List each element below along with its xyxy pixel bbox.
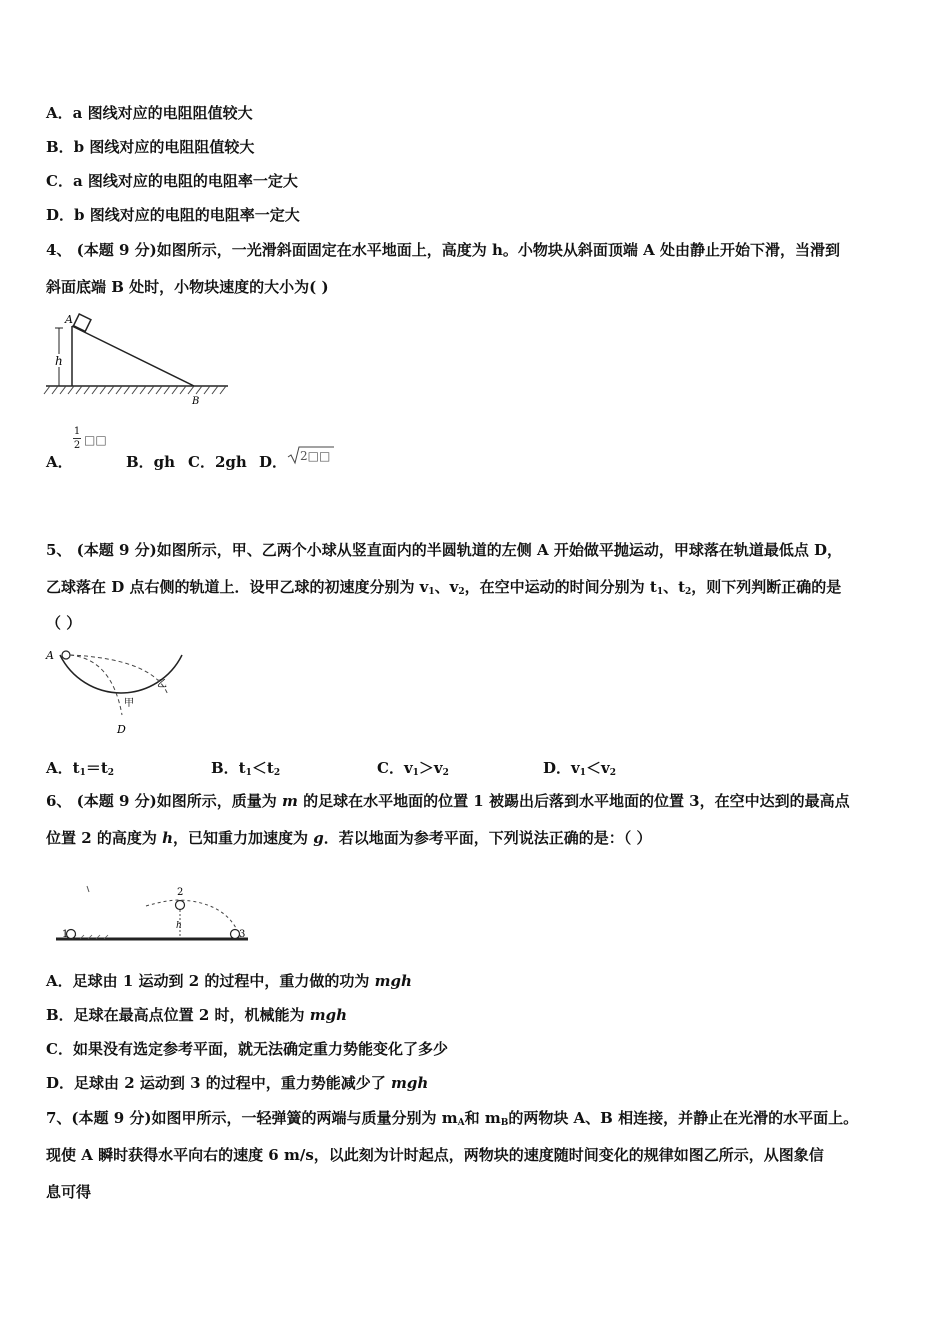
q6-opt-math: mgh bbox=[309, 1006, 348, 1024]
q7-text: 7、(本题 9 分)如图甲所示，一轻弹簧的两端与质量分别为 m bbox=[46, 1109, 458, 1127]
q6-fig-label-3: 3 bbox=[239, 929, 246, 940]
q5-opt-text: D．v bbox=[543, 759, 580, 777]
q5-sub: 2 bbox=[273, 768, 281, 778]
q5-sub: 2 bbox=[458, 587, 465, 597]
q5-opt-text: A．t bbox=[46, 759, 80, 777]
q6-option-d bbox=[46, 1073, 428, 1093]
q4-frac-bar bbox=[73, 438, 81, 439]
q4-option-c: C．2gh bbox=[188, 453, 247, 471]
q6-text: ．若以地面为参考平面，下列说法正确的是：（ ） bbox=[323, 829, 652, 847]
q4-fig-label-h: h bbox=[55, 354, 63, 368]
q6-opt-math: mgh bbox=[374, 972, 412, 990]
q5-l2-a: 乙球落在 D 点右侧的轨道上．设甲乙球的初速度分别为 v bbox=[46, 578, 429, 596]
q5-sub: 1 bbox=[428, 587, 435, 597]
q7-sub-a: A bbox=[457, 1118, 465, 1128]
q4-option-d-label: D． bbox=[259, 453, 288, 471]
q6-fig-label-h: h bbox=[176, 921, 182, 931]
q4-frac-den: 2 bbox=[73, 440, 81, 451]
q5-opt-text: ＞v bbox=[418, 759, 443, 777]
q5-sub: 2 bbox=[442, 768, 449, 778]
q5-l2-d: 、t bbox=[663, 578, 686, 596]
q4-option-a-label: A． bbox=[46, 453, 73, 471]
q7-sub-b: B bbox=[500, 1118, 509, 1128]
q5-l2-b: 、v bbox=[434, 578, 459, 596]
q5-opt-text: ＜v bbox=[586, 759, 610, 777]
q5-fig-label-jia: 甲 bbox=[124, 698, 134, 709]
q5-sub: 1 bbox=[79, 768, 86, 778]
q4-option-a-tail: □□ bbox=[84, 433, 107, 447]
q5-l2-e: ，则下列判断正确的是 bbox=[691, 578, 842, 596]
q5-option-d bbox=[543, 758, 616, 783]
q5-opt-text: B．t bbox=[211, 759, 246, 777]
q6-fig-label-1: 1 bbox=[62, 929, 69, 940]
q5-stem-line3: （ ） bbox=[46, 614, 82, 632]
q6-math-m: m bbox=[281, 792, 298, 810]
q5-stem-line2 bbox=[46, 577, 841, 602]
q5-sub: 1 bbox=[245, 768, 252, 778]
q6-opt-text: B．足球在最高点位置 2 时，机械能为 bbox=[46, 1006, 310, 1024]
q5-option-b bbox=[211, 758, 280, 783]
q3-option-c: C．a 图线对应的电阻的电阻率一定大 bbox=[46, 172, 298, 190]
q6-option-b bbox=[46, 1005, 347, 1025]
q4-fig-label-b: B bbox=[192, 396, 200, 407]
q6-opt-text: D．足球由 2 运动到 3 的过程中，重力势能减少了 bbox=[46, 1074, 391, 1092]
q6-text: ，已知重力加速度为 bbox=[173, 829, 314, 847]
q4-incline-figure bbox=[44, 312, 234, 407]
q3-option-b: B．b 图线对应的电阻阻值较大 bbox=[46, 138, 255, 156]
q6-opt-text: A．足球由 1 运动到 2 的过程中，重力做的功为 bbox=[46, 972, 375, 990]
q6-math-h: h bbox=[162, 829, 174, 847]
q4-option-a-fraction bbox=[73, 426, 81, 451]
q7-stem-line1 bbox=[46, 1108, 858, 1133]
q5-opt-text: ＝t bbox=[85, 759, 108, 777]
q7-stem-line3: 息可得 bbox=[46, 1183, 92, 1201]
q6-football-figure bbox=[56, 884, 256, 946]
q4-fig-label-a: A bbox=[65, 313, 73, 326]
q5-opt-text: C．v bbox=[377, 759, 413, 777]
q5-fig-label-yi: 乙 bbox=[157, 679, 167, 690]
q5-fig-label-d: D bbox=[117, 723, 126, 736]
q3-option-d: D．b 图线对应的电阻的电阻率一定大 bbox=[46, 206, 300, 224]
q6-option-a bbox=[46, 971, 412, 991]
q6-math-g: g bbox=[313, 829, 324, 847]
q5-sub: 1 bbox=[579, 768, 586, 778]
q7-stem-line2: 现使 A 瞬时获得水平向右的速度 6 m/s，以此刻为计时起点，两物块的速度随时间变化的规律如图乙所示，从图象信 bbox=[46, 1146, 824, 1164]
q6-fig-label-2: 2 bbox=[177, 887, 184, 898]
q6-stem-line2 bbox=[46, 828, 651, 848]
q4-frac-num: 1 bbox=[73, 426, 81, 437]
q5-sub: 2 bbox=[609, 768, 616, 778]
q5-semicircle-figure bbox=[44, 645, 189, 740]
q5-sub: 1 bbox=[656, 587, 664, 597]
q4-option-b: B．gh bbox=[126, 453, 176, 471]
q4-stem-line1: 4、 (本题 9 分)如图所示，一光滑斜面固定在水平地面上，高度为 h。小物块从斜面顶端 A 处由静止开始下滑，当滑到 bbox=[46, 241, 840, 259]
q5-stem-line1: 5、 (本题 9 分)如图所示，甲、乙两个小球从竖直面内的半圆轨道的左侧 A 开始做平抛运动，甲球落在轨道最低点 D， bbox=[46, 541, 843, 559]
q6-text: 的足球在水平地面的位置 1 被踢出后落到水平地面的位置 3，在空中达到的最高点 bbox=[297, 792, 850, 810]
q4-option-d-radicand: 2□□ bbox=[300, 449, 331, 463]
q6-text: 6、 (本题 9 分)如图所示，质量为 bbox=[46, 792, 282, 810]
q5-option-a bbox=[46, 758, 114, 783]
q3-option-a: A．a 图线对应的电阻阻值较大 bbox=[46, 104, 253, 122]
q6-option-c: C．如果没有选定参考平面，就无法确定重力势能变化了多少 bbox=[46, 1040, 448, 1058]
q6-text: 位置 2 的高度为 bbox=[46, 829, 163, 847]
q7-text: 和 m bbox=[464, 1109, 501, 1127]
q5-opt-text: ＜t bbox=[251, 759, 274, 777]
q5-sub: 2 bbox=[685, 587, 692, 597]
q7-text: 的两物块 A、B 相连接，并静止在光滑的水平面上。 bbox=[508, 1109, 859, 1127]
q4-stem-line2: 斜面底端 B 处时，小物块速度的大小为( ) bbox=[46, 278, 329, 296]
q6-opt-math: mgh bbox=[391, 1074, 429, 1092]
q5-fig-label-a: A bbox=[46, 649, 54, 662]
q5-sub: 1 bbox=[412, 768, 419, 778]
q5-sub: 2 bbox=[107, 768, 115, 778]
q5-option-c bbox=[377, 758, 449, 783]
q5-l2-c: ，在空中运动的时间分别为 t bbox=[464, 578, 657, 596]
q6-stem-line1 bbox=[46, 791, 850, 811]
